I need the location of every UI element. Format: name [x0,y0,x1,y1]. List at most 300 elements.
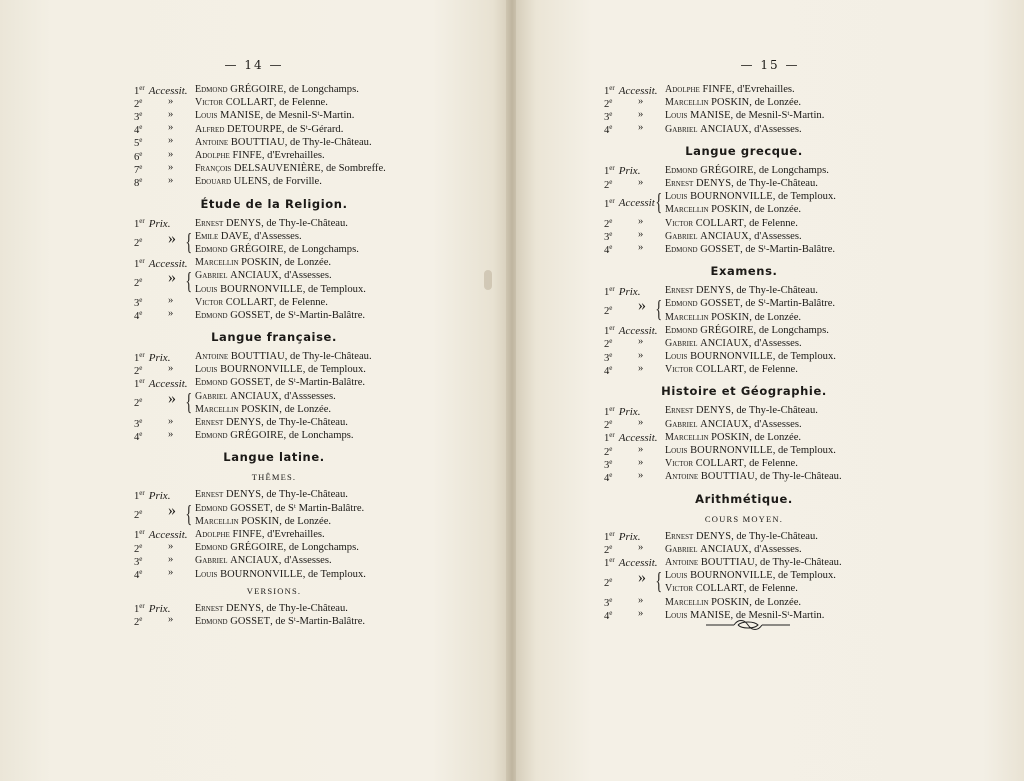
last-name: BOURNONVILLE [690,570,773,582]
rank-ordinal [134,175,143,189]
winner-name [665,109,824,122]
first-name: Victor [665,217,694,229]
award-type: Accessit. [148,257,188,270]
award-type: Prix. [148,351,171,364]
first-name: Marcellin [665,311,709,323]
first-name: Ernest [665,178,694,190]
last-name: COLLART [225,296,274,308]
ditto-mark: » [168,122,174,134]
tied-names [195,390,336,416]
list-item [134,488,414,501]
ordinal-suffix: e [139,296,143,305]
hometown: , de Sᵗ-Martin-Balâtre. [270,615,366,627]
hometown: , de Mesnil-Sᵗ-Martin. [730,609,825,621]
page-number: — 14 — [224,58,284,72]
last-name: FINFE [232,528,262,540]
winner-name [195,269,332,282]
section-heading: Étude de la Religion. [200,196,348,211]
ordinal-suffix: e [609,363,613,372]
award-type: Prix. [618,285,641,298]
ordinal-suffix: e [609,243,613,252]
ordinal-number: 2 [604,420,610,432]
hometown: , de Forville. [267,176,322,188]
rank-ordinal [604,304,612,317]
last-name: DETOURPE [227,123,282,135]
ditto-mark: » [168,269,176,287]
ditto-mark: » [168,540,174,552]
ordinal-suffix: er [139,217,145,226]
first-name: Edmond [195,615,228,627]
winner-name [195,376,365,389]
first-name: Ernest [195,489,224,501]
first-name: Edmond [195,84,228,96]
ordinal-suffix: e [609,177,613,186]
first-name: Adolphe [195,150,230,162]
brace-icon: { [185,501,193,528]
first-name: Victor [195,296,224,308]
first-name: Edmond [195,430,228,442]
ordinal-number: 4 [604,472,610,484]
tied-entry [134,230,414,256]
winner-name [665,444,836,457]
first-name: Marcellin [195,257,239,269]
ordinal-suffix: er [609,431,615,440]
first-name: Louis [195,364,218,376]
ditto-mark: » [168,229,176,247]
first-name: Gabriel [665,230,698,242]
tied-names [195,502,364,528]
ditto-mark: » [638,349,644,361]
ditto-mark: » [168,501,176,519]
tied-names [665,569,836,595]
ordinal-number: 2 [604,339,610,351]
winner-name [195,416,348,429]
winner-name [665,470,842,483]
ordinal-number: 1 [134,378,140,390]
last-name: POSKIN [711,311,750,323]
ditto-mark: » [638,443,644,455]
list-item [134,175,414,188]
hometown: , d'Evrehailles. [261,150,325,162]
winner-name [665,96,801,109]
winner-name [195,488,348,501]
ditto-mark: » [638,336,644,348]
last-name: GRÉGOIRE [230,84,284,96]
tied-names [195,269,366,295]
ordinal-suffix: e [609,444,613,453]
hometown: , de Temploux. [302,283,366,295]
rank-ordinal [604,576,612,589]
award-type: Accessit [618,197,655,210]
last-name: DENYS [695,405,732,417]
last-name: ANCIAUX [700,418,749,430]
winner-name [665,350,836,363]
right-page [516,0,1024,781]
last-name: POSKIN [711,431,750,443]
last-name: DENYS [695,530,732,542]
last-name: GRÉGOIRE [230,430,284,442]
last-name: POSKIN [711,204,750,216]
first-name: Edmond [665,324,698,336]
ditto-mark: » [638,229,644,241]
ordinal-number: 1 [604,286,610,298]
ditto-mark: » [168,308,174,320]
brace-icon: { [185,229,193,256]
hometown: , de Thy-le-Château. [731,178,818,190]
last-name: POSKIN [241,403,280,415]
ordinal-number: 1 [604,198,610,210]
ordinal-suffix: e [609,303,613,312]
ditto-mark: » [638,362,644,374]
ditto-mark: » [638,417,644,429]
winner-name [665,404,818,417]
last-name: BOUTTIAU [700,556,755,568]
last-name: POSKIN [241,257,280,269]
ditto-mark: » [638,297,646,315]
winner-name [665,431,801,444]
last-name: GRÉGOIRE [230,542,284,554]
ditto-mark: » [638,95,644,107]
ordinal-number: 3 [604,111,610,123]
winner-name [195,149,325,162]
rank [134,215,195,231]
list-item [665,582,836,595]
winner-name [195,109,354,122]
tied-entry [604,297,884,323]
first-name: Louis [665,570,688,582]
first-name: Victor [665,458,694,470]
rank-ordinal [134,488,145,502]
last-name: POSKIN [241,515,280,527]
winner-name [195,243,359,256]
rank [604,469,665,485]
ordinal-number: 4 [134,431,140,443]
hometown: , de Lonzée. [749,204,802,216]
winner-name [665,337,802,350]
last-name: BOURNONVILLE [220,283,303,295]
last-name: BOURNONVILLE [220,364,303,376]
list-item [604,123,884,136]
first-name: Edmond [665,298,698,310]
hometown: , de Sᵗ-Martin-Balâtre. [740,243,836,255]
rank-ordinal [604,197,615,210]
last-name: BOUTTIAU [700,471,755,483]
winner-name [665,123,802,136]
first-name: Antoine [195,136,229,148]
first-name: Gabriel [195,390,228,402]
winner-name [665,311,801,324]
ordinal-number: 7 [134,164,140,176]
hometown: , de Thy-le-Château. [731,530,818,542]
first-name: Edmond [195,377,228,389]
winner-name [195,162,386,175]
ordinal-number: 2 [134,277,140,289]
rank [134,307,195,323]
last-name: MANISE [220,110,261,122]
ordinal-suffix: e [609,337,613,346]
hometown: , de Longchamps. [283,243,359,255]
ditto-mark: » [638,469,644,481]
first-name: François [195,163,232,175]
hometown: , de Lonzée. [749,97,802,109]
last-name: MANISE [690,110,731,122]
hometown: , de Felenne. [743,364,798,376]
hometown: , de Sᵗ-Martin-Balâtre. [270,309,366,321]
winner-name [665,596,801,609]
ditto-mark: » [168,174,174,186]
last-name: GOSSET [230,309,271,321]
list-item [604,177,884,190]
winner-name [665,569,836,582]
last-name: ANCIAUX [700,543,749,555]
list-item [604,470,884,483]
prize-list [604,83,884,622]
hometown: , de Thy-le-Château. [731,285,818,297]
last-name: ANCIAUX [700,337,749,349]
rank [134,613,195,629]
hometown: , de Sᵗ-Martin-Balâtre. [270,377,366,389]
ordinal-number: 2 [134,398,140,410]
winner-name [195,429,354,442]
first-name: Marcellin [665,204,709,216]
ordinal-suffix: e [609,418,613,427]
award-type: Accessit. [148,529,188,542]
rank-ordinal [134,236,142,249]
winner-name [195,515,331,528]
ditto-mark: » [168,148,174,160]
ordinal-number: 2 [134,543,140,555]
first-name: Marcellin [195,403,239,415]
ordinal-number: 1 [604,532,610,544]
last-name: COLLART [695,217,744,229]
rank-ordinal [134,396,142,409]
last-name: POSKIN [711,596,750,608]
last-name: COLLART [695,583,744,595]
ordinal-number: 2 [134,238,140,250]
first-name: Gabriel [665,337,698,349]
winner-name [195,175,322,188]
hometown: , de Felenne. [273,97,328,109]
winner-name [195,230,302,243]
ordinal-number: 4 [604,245,610,257]
ordinal-suffix: er [609,556,615,565]
last-name: DENYS [225,417,262,429]
rank-ordinal [604,125,612,136]
list-item [195,390,336,403]
rank-ordinal [134,376,145,390]
list-item [195,502,364,515]
rank-ordinal [134,219,145,230]
ordinal-number: 1 [134,85,140,97]
ordinal-number: 1 [134,219,140,231]
hometown: , de Thy-le-Château. [261,602,348,614]
last-name: GOSSET [700,298,741,310]
ditto-mark: » [638,608,644,620]
first-name: Victor [665,583,694,595]
award-type: Prix. [148,603,171,616]
winner-name [195,541,359,554]
ordinal-suffix: e [139,275,143,284]
award-type: Accessit. [618,557,658,570]
ordinal-suffix: e [139,396,143,405]
winner-name [665,83,795,96]
list-item [195,269,366,282]
list-item [604,556,884,569]
winner-name [195,96,328,109]
ditto-mark: » [638,122,644,134]
last-name: GOSSET [230,615,271,627]
rank [134,428,195,444]
ordinal-suffix: er [139,83,145,92]
hometown: , de Mesnil-Sᵗ-Martin. [730,110,825,122]
first-name: Marcellin [665,431,709,443]
first-name: Edmond [195,542,228,554]
ditto-mark: » [638,569,646,587]
hometown: , de Thy-le-Château. [731,405,818,417]
ordinal-suffix: er [139,256,145,265]
ordinal-suffix: e [139,508,143,517]
first-name: Louis [665,445,688,457]
hometown: , de Temploux. [772,570,836,582]
winner-name [665,457,798,470]
last-name: COLLART [695,364,744,376]
ordinal-suffix: e [139,309,143,318]
ordinal-number: 1 [604,85,610,97]
hometown: , de Thy-le-Château. [261,217,348,229]
last-name: BOURNONVILLE [690,191,773,203]
ordinal-suffix: e [139,236,143,245]
brace-icon: { [655,569,663,596]
ordinal-suffix: er [609,530,615,539]
list-item [665,569,836,582]
last-name: GOSSET [230,502,271,514]
winner-name [195,602,348,615]
ordinal-number: 1 [134,258,140,270]
last-name: GOSSET [700,243,741,255]
ordinal-number: 1 [604,406,610,418]
first-name: Gabriel [665,543,698,555]
last-name: BOUTTIAU [230,136,285,148]
ordinal-number: 3 [134,298,140,310]
first-name: Louis [195,568,218,580]
section-heading: Histoire et Géographie. [661,384,827,399]
winner-name [665,543,802,556]
winner-name [195,217,348,230]
ordinal-number: 2 [604,446,610,458]
list-item [604,363,884,376]
last-name: DAVE [220,230,249,242]
winner-name [195,568,366,581]
award-type: Accessit. [148,377,188,390]
winner-name [195,528,325,541]
ordinal-suffix: er [139,488,145,497]
first-name: Antoine [665,471,699,483]
ordinal-number: 1 [604,166,610,178]
rank-ordinal [604,558,615,569]
rank-ordinal [604,177,613,191]
end-ornament-icon [704,618,792,632]
ditto-mark: » [168,362,174,374]
brace-icon: { [185,389,193,416]
list-item [134,376,414,389]
last-name: ANCIAUX [230,555,279,567]
tied-entry [134,269,414,295]
list-item [195,282,366,295]
winner-name [195,403,331,416]
list-item [134,217,414,230]
winner-name [665,243,835,256]
ordinal-number: 1 [604,433,610,445]
first-name: Ernest [195,417,224,429]
award-type: Accessit. [618,432,658,445]
ordinal-suffix: e [609,575,613,584]
ordinal-suffix: e [139,123,143,132]
brace-icon: { [655,190,663,217]
ordinal-number: 4 [134,125,140,137]
first-name: Louis [665,351,688,363]
first-name: Edmond [195,309,228,321]
list-item [665,203,836,216]
last-name: BOURNONVILLE [690,445,773,457]
first-name: Edouard [195,176,232,188]
rank [134,174,195,190]
award-type: Accessit. [148,84,188,97]
hometown: , d'Assesses. [748,230,802,242]
winner-name [665,418,802,431]
ordinal-suffix: e [139,149,143,158]
last-name: DELSAUVENIÈRE [233,163,321,175]
ordinal-number: 2 [604,577,610,589]
winner-name [195,296,328,309]
winner-name [195,350,372,363]
ordinal-number: 3 [134,111,140,123]
tied-entry [134,502,414,528]
hometown: , de Temploux. [302,568,366,580]
rank [134,375,195,391]
ordinal-suffix: e [609,217,613,226]
ordinal-number: 2 [604,179,610,191]
ditto-mark: » [638,595,644,607]
ditto-mark: » [638,108,644,120]
hometown: , d'Assesses. [248,230,302,242]
ordinal-suffix: e [139,416,143,425]
section-subheading: THÊMES. [251,472,297,483]
hometown: , de Thy-le-Château. [261,417,348,429]
hometown: , d'Evrehailles. [731,84,795,96]
ditto-mark: » [638,456,644,468]
list-item [195,403,336,416]
ordinal-number: 6 [134,151,140,163]
list-item [134,256,414,269]
winner-name [195,502,364,515]
rank-ordinal [134,256,145,270]
winner-name [665,556,842,569]
hometown: , de Felenne. [743,583,798,595]
ordinal-number: 2 [134,510,140,522]
ordinal-suffix: er [139,350,145,359]
list-item [604,284,884,297]
rank [604,362,665,378]
first-name: Marcellin [665,97,709,109]
ordinal-number: 1 [604,326,610,338]
rank [604,283,665,299]
ordinal-suffix: e [609,543,613,552]
list-item [195,243,359,256]
last-name: FINFE [232,150,262,162]
hometown: , de Lonchamps. [283,430,354,442]
winner-name [195,136,372,149]
last-name: DENYS [225,489,262,501]
